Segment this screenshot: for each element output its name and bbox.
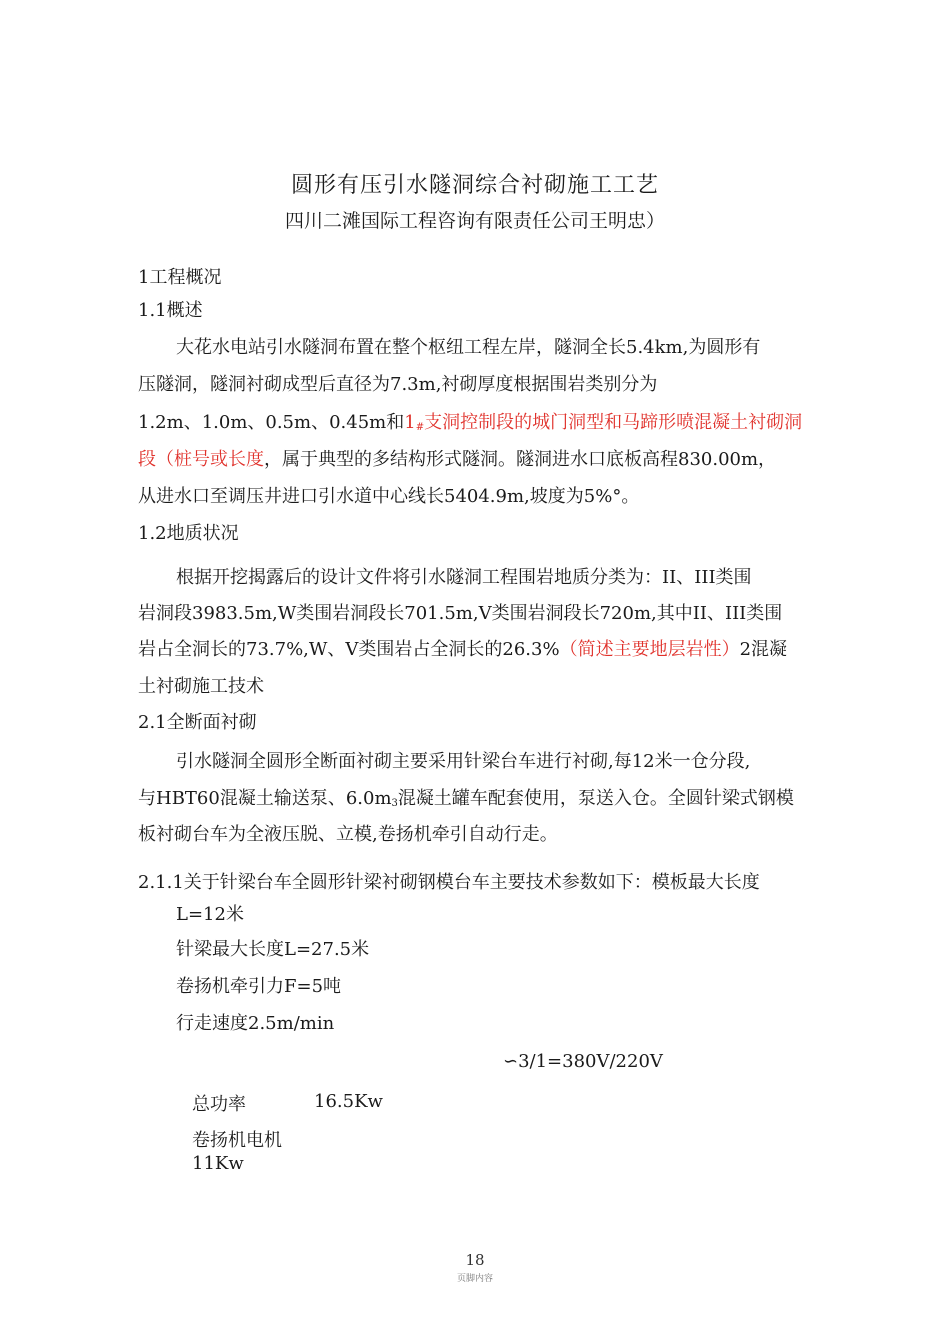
text-run: 混凝土罐车配套使用，泵送入仓。全圆针梁式钢模: [397, 788, 794, 809]
highlight-text: 段（桩号或长度: [138, 449, 264, 470]
subsection-heading-2-1-1: 2.1.1关于针梁台车全圆形针梁衬砌钢模台车主要技术参数如下：模板最大长度: [138, 872, 760, 893]
paragraph-lining-line-3: 板衬砌台车为全液压脱、立模,卷扬机牵引自动行走。: [138, 824, 558, 845]
highlight-subscript: #: [415, 422, 425, 433]
paragraph-overview-line-4: [138, 447, 776, 473]
paragraph-lining-line-1: 引水隧洞全圆形全断面衬砌主要采用针梁台车进行衬砌,每12米一仓分段,: [176, 751, 751, 772]
text-run: 2混凝: [739, 639, 788, 660]
document-title: 圆形有压引水隧洞综合衬砌施工工艺: [290, 173, 659, 198]
paragraph-overview-line-3: [138, 410, 802, 441]
paragraph-overview-line-5: 从进水口至调压井进口引水道中心线长5404.9m,坡度为5%°。: [138, 486, 640, 507]
document-subtitle: 四川二滩国际工程咨询有限责任公司王明忠）: [284, 210, 665, 232]
param-voltage: ∽3/1=380V/220V: [503, 1051, 663, 1072]
paragraph-geology-line-1: 根据开挖揭露后的设计文件将引水隧洞工程围岩地质分类为：II、III类围: [176, 567, 752, 588]
paragraph-overview-line-1: 大花水电站引水隧洞布置在整个枢纽工程左岸，隧洞全长5.4km,为圆形有: [176, 337, 761, 358]
paragraph-geology-line-4: 土衬砌施工技术: [138, 676, 264, 697]
paragraph-lining-line-2: [138, 786, 794, 817]
section-heading-1: 1工程概况: [138, 267, 222, 288]
highlight-text: 1: [404, 412, 416, 433]
param-winch-motor-value: 11Kw: [192, 1153, 244, 1174]
param-total-power-label: 总功率: [192, 1094, 246, 1115]
section-heading-2-1: 2.1全断面衬砌: [138, 712, 257, 733]
param-total-power-value: 16.5Kw: [314, 1091, 383, 1112]
footer-note: 页脚内容: [456, 1274, 493, 1284]
paragraph-geology-line-2: 岩洞段3983.5m,W类围岩洞段长701.5m,V类围岩洞段长720m,其中II、III类围: [138, 603, 783, 624]
page-number: 18: [465, 1251, 485, 1269]
text-run: 与HBT60混凝土输送泵、6.0m: [138, 788, 392, 809]
paragraph-overview-line-2: 压隧洞，隧洞衬砌成型后直径为7.3m,衬砌厚度根据围岩类别分为: [138, 374, 658, 395]
text-run: 1.2m、1.0m、0.5m、0.45m和: [138, 412, 405, 433]
text-run: 岩占全洞长的73.7%,W、V类围岩占全洞长的26.3%: [138, 639, 560, 660]
param-beam-length: 针梁最大长度L=27.5米: [176, 939, 370, 960]
highlight-text: （简述主要地层岩性）: [559, 639, 740, 660]
param-winch-motor-label: 卷扬机电机: [192, 1130, 282, 1151]
param-winch-force: 卷扬机牵引力F=5吨: [176, 976, 342, 997]
param-travel-speed: 行走速度2.5m/min: [176, 1013, 335, 1034]
section-heading-1-2: 1.2地质状况: [138, 523, 239, 544]
subscript: 3: [391, 798, 398, 809]
paragraph-geology-line-3: [138, 637, 787, 663]
text-run: ，属于典型的多结构形式隧洞。隧洞进水口底板高程830.00m，: [264, 449, 777, 470]
section-heading-1-1: 1.1概述: [138, 300, 203, 321]
param-template-length: L=12米: [176, 904, 244, 925]
highlight-text: 支洞控制段的城门洞型和马蹄形喷混凝土衬砌洞: [424, 412, 803, 433]
